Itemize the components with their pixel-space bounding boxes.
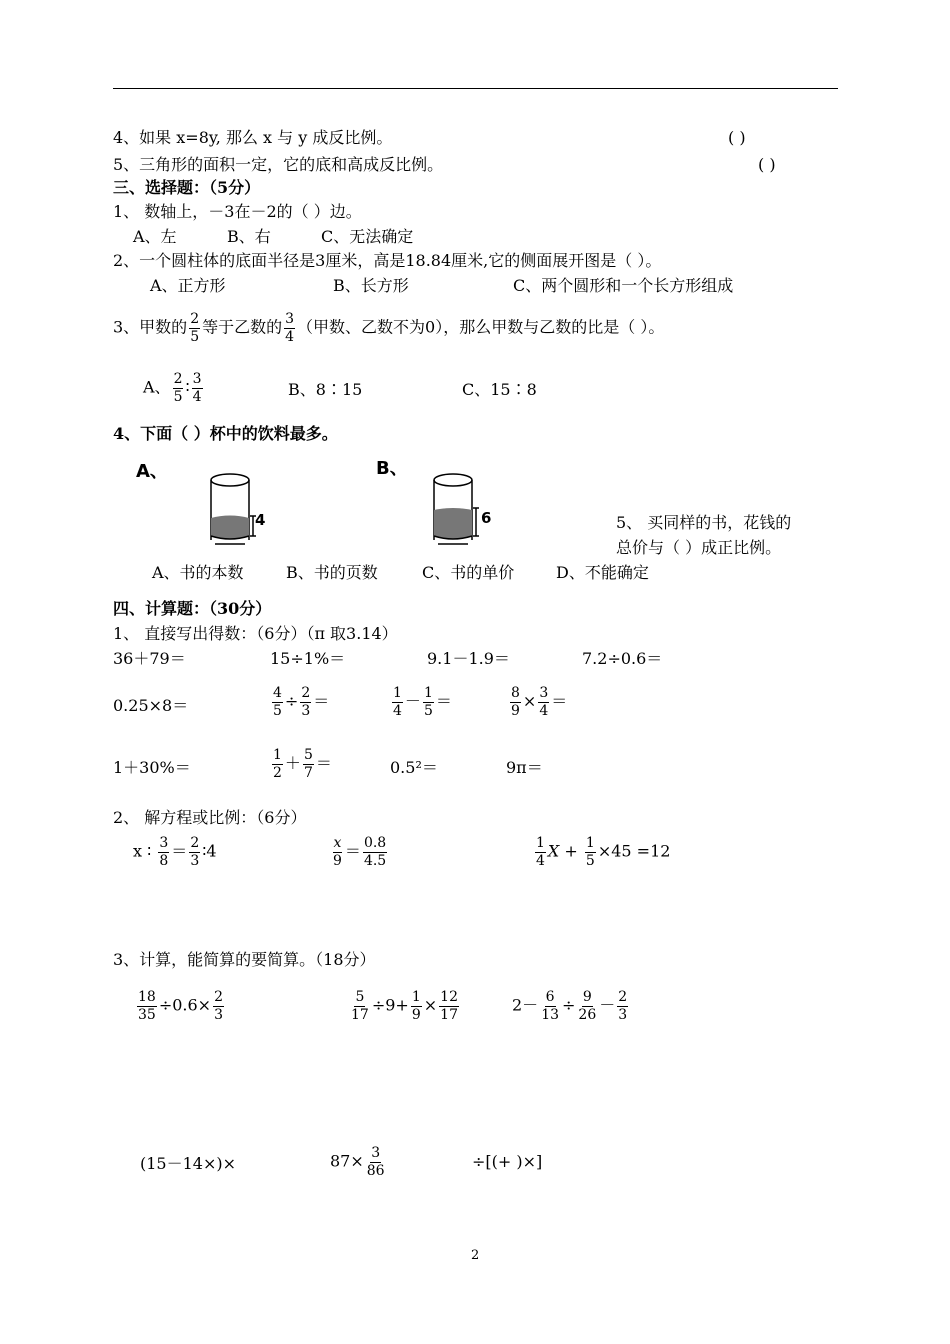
calc-item: $\frac{1}{4}$ － $\frac{1}{5}$ ＝ <box>393 685 452 719</box>
answer-paren[interactable]: ( ) <box>758 155 776 174</box>
cup-a-label: A、 <box>136 461 168 482</box>
calc-problem: 2－ $\frac{6}{13}$ ÷ $\frac{9}{26}$ － $\frac{2}{3}$ <box>512 989 628 1023</box>
choice-q1-option-c: C、无法确定 <box>321 227 414 246</box>
equation: $\frac{x}{9}$ ＝ $\frac{0.8}{4.5}$ <box>333 835 387 869</box>
equation: $\frac{1}{4}$ X + $\frac{1}{5}$ ×45 =12 <box>536 835 671 869</box>
choice-q5-line2: 总价与（ ）成正比例。 <box>616 538 782 557</box>
judge-q5: 5、三角形的面积一定，它的底和高成反比例。 <box>113 155 444 174</box>
calc-item: $\frac{8}{9}$ × $\frac{3}{4}$ ＝ <box>511 685 568 719</box>
choice-q4: 4、下面（ ）杯中的饮料最多。 <box>113 424 338 443</box>
calc-s1-title: 1、 直接写出得数：（6分）（π 取3.14） <box>113 624 398 643</box>
fraction: $\frac{2}{5}$ <box>173 371 183 405</box>
choice-q3-option-b: B、8∶15 <box>288 380 363 399</box>
choice-q5-option-a: A、书的本数 <box>152 563 244 582</box>
choice-q5-option-c: C、书的单价 <box>422 563 515 582</box>
calc-item: 0.25×8＝ <box>113 696 189 715</box>
calc-s2-title: 2、 解方程或比例：（6分） <box>113 808 307 827</box>
calc-item: 9.1－1.9＝ <box>427 649 510 668</box>
cup-a-value: 4 <box>255 511 266 529</box>
answer-paren[interactable]: ( ) <box>728 128 746 147</box>
calc-item: 0.5²＝ <box>390 758 438 777</box>
calc-item: $\frac{4}{5}$ ÷ $\frac{2}{3}$ ＝ <box>273 685 330 719</box>
calc-problem: ÷[(+ )×] <box>472 1152 543 1171</box>
calc-item: 36＋79＝ <box>113 649 186 668</box>
calc-problem: $\frac{5}{17}$ ÷9+ $\frac{1}{9}$ × $\frac{12}{17}$ <box>351 989 458 1023</box>
calc-problem: $\frac{18}{35}$ ÷0.6× $\frac{2}{3}$ <box>138 989 224 1023</box>
choice-q2-option-b: B、长方形 <box>333 276 409 295</box>
equation: x ∶ $\frac{3}{8}$ ＝ $\frac{2}{3}$ ∶4 <box>133 835 217 869</box>
choice-q2-option-c: C、两个圆形和一个长方形组成 <box>513 276 734 295</box>
choice-q3: 3、甲数的 $\frac{2}{5}$ 等于乙数的 $\frac{3}{4}$ （甲数、乙数不为0），那么甲数与乙数的比是（ ）。 <box>113 311 665 345</box>
choice-q1-option-a: A、左 <box>133 227 177 246</box>
choice-q3-option-a: A、 $\frac{2}{5}$ ∶ $\frac{3}{4}$ <box>143 371 202 405</box>
fraction: $\frac{2}{5}$ <box>190 311 200 345</box>
calc-item: 15÷1%＝ <box>270 649 346 668</box>
calc-item: 1＋30%＝ <box>113 758 191 777</box>
choice-q1: 1、 数轴上，－3在－2的（ ）边。 <box>113 202 362 221</box>
choice-q5-option-b: B、书的页数 <box>286 563 378 582</box>
calc-item: $\frac{1}{2}$ ＋ $\frac{5}{7}$ ＝ <box>273 747 332 781</box>
cup-b-value: 6 <box>481 509 492 527</box>
section-heading-calc: 四、计算题：（30分） <box>113 599 272 618</box>
calc-s3-title: 3、计算，能简算的要简算。（18分） <box>113 950 376 969</box>
judge-q4: 4、如果 x=8y, 那么 x 与 y 成反比例。 <box>113 128 393 147</box>
calc-item: 9π＝ <box>506 758 543 777</box>
calc-item: 7.2÷0.6＝ <box>582 649 663 668</box>
choice-q5-option-d: D、不能确定 <box>556 563 649 582</box>
cup-a-icon <box>205 470 280 550</box>
choice-q2-option-a: A、正方形 <box>150 276 226 295</box>
fraction: $\frac{3}{4}$ <box>285 311 295 345</box>
cup-b-label: B、 <box>376 458 408 479</box>
fraction: $\frac{3}{4}$ <box>192 371 202 405</box>
choice-q5-line1: 5、 买同样的书，花钱的 <box>616 513 792 532</box>
choice-q3-option-c: C、15∶8 <box>462 380 537 399</box>
section-heading-choice: 三、选择题：（5分） <box>113 178 261 197</box>
header-rule <box>113 88 838 89</box>
calc-problem: 87× $\frac{3}{86}$ <box>330 1145 385 1179</box>
page-number: 2 <box>471 1248 480 1263</box>
choice-q1-option-b: B、右 <box>227 227 271 246</box>
calc-problem: (15－14×)× <box>140 1154 237 1173</box>
choice-q2: 2、一个圆柱体的底面半径是3厘米，高是18.84厘米,它的侧面展开图是（ ）。 <box>113 251 662 270</box>
cup-b-icon <box>428 470 503 550</box>
